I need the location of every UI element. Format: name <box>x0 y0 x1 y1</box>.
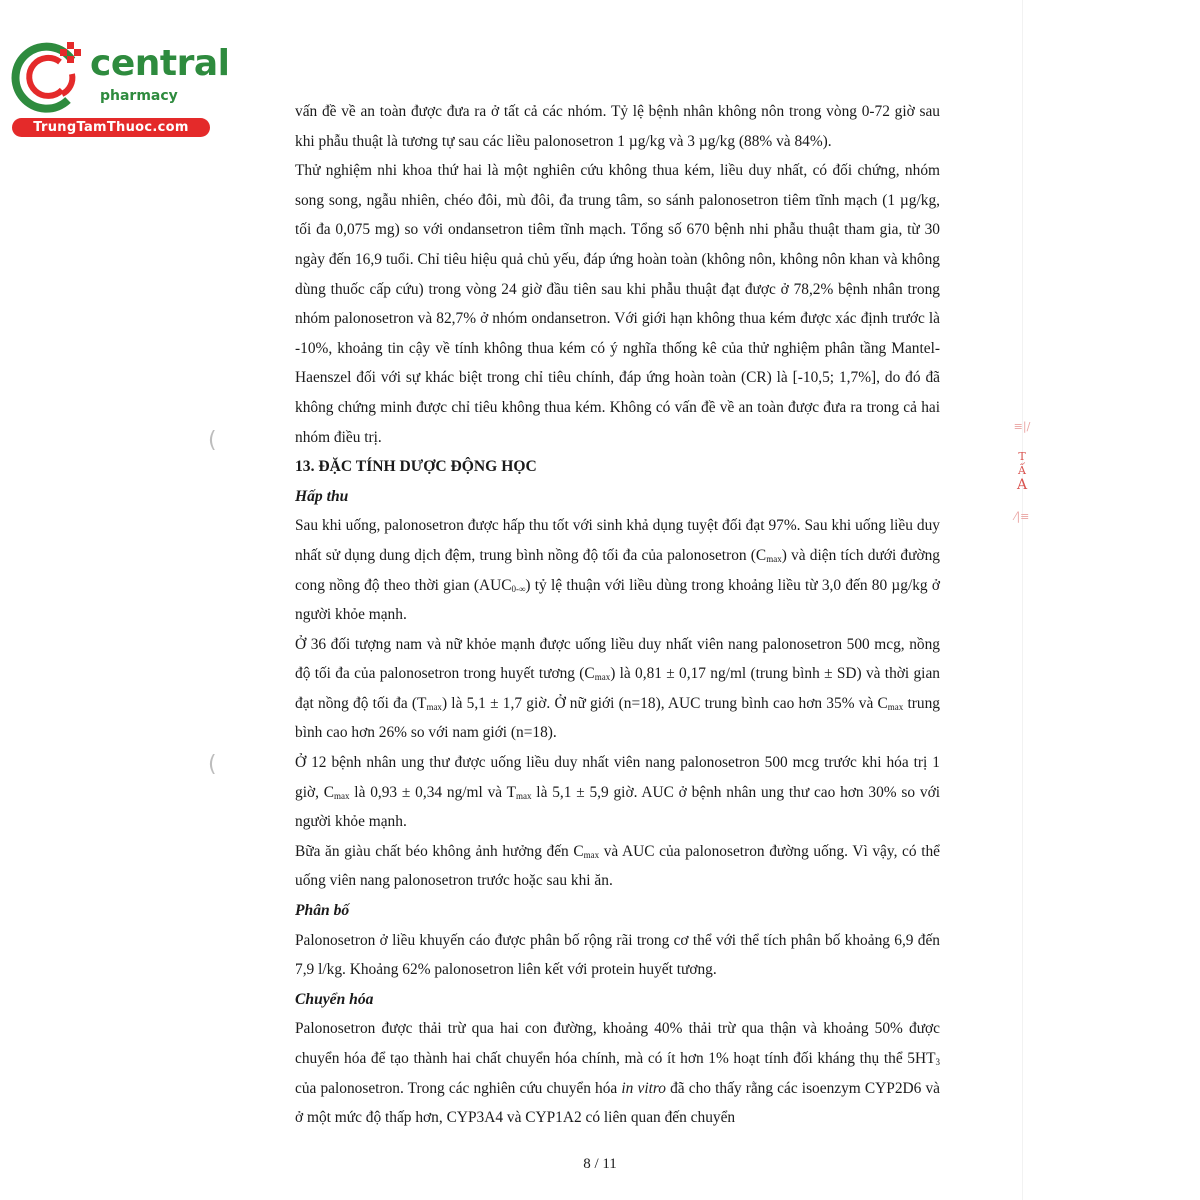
section-heading-pharmacokinetics: 13. ĐẶC TÍNH DƯỢC ĐỘNG HỌC <box>295 458 537 476</box>
central-pharmacy-logo[interactable] <box>10 38 230 138</box>
logo-url-badge[interactable]: TrungTamThuoc.com <box>12 118 210 137</box>
stamp-text: Ấ <box>1018 464 1026 477</box>
document-page <box>295 97 940 1133</box>
stamp-text: A <box>1016 477 1028 493</box>
paragraph-absorption-2: Ở 36 đối tượng nam và nữ khỏe mạnh được uống liều duy nhất viên nang palonosetron 500 mcg, nồng độ tối đa của palonosetron trong huyết tương $(C_{max})$ là 0,81 ± 0,17 ng/ml (trung bình ± SD) và thời gian đạt nồng độ tối đa $(T_{max})$ là 5,1 ± 1,7 giờ. Ở nữ giới (n=18), AUC trung bình cao hơn 35% và $C_{max}$ trung bình cao hơn 26% so với nam giới (n=18). <box>295 635 941 742</box>
stamp-text: ≡|/ <box>1013 420 1031 433</box>
pharmacy-cross-icon <box>10 38 90 114</box>
logo-subtitle: pharmacy <box>100 88 178 104</box>
paragraph-pediatric-trial: Thử nghiệm nhi khoa thứ hai là một nghiên cứu không thua kém, liều duy nhất, có đối chứng, nhóm song song, ngẫu nhiên, chéo đôi, mù đôi, đa trung tâm, so sánh palonosetron tiêm tĩnh mạch (1 µg/kg, tối đa 0,075 mg) so với ondansetron tiêm tĩnh mạch. Tổng số 670 bệnh nhi phẫu thuật tham gia, từ 30 ngày đến 16,9 tuổi. Chỉ tiêu hiệu quả chủ yếu, đáp ứng hoàn toàn (không nôn, không nôn khan và không dùng thuốc cấp cứu) trong vòng 24 giờ đầu tiên sau khi phẫu thuật đạt được ở 78,2% bệnh nhân trong nhóm palonosetron và 82,7% ở nhóm ondansetron. Với giới hạn không thua kém được xác định trước là -10%, khoảng tin cậy về tính không thua kém có ý nghĩa thống kê của thử nghiệm phân tầng Mantel-Haenszel đối với sự khác biệt trong chỉ tiêu chính, đáp ứng hoàn toàn (CR) là [-10,5; 1,7%], do đó đã không chứng minh được chỉ tiêu không thua kém. Không có vấn đề về an toàn được đưa ra trong cả hai nhóm điều trị. <box>295 162 940 446</box>
paragraph-metabolism: Palonosetron được thải trừ qua hai con đường, khoảng 40% thải trừ qua thận và khoảng 50% được chuyển hóa để tạo thành hai chất chuyển hóa chính, mà có ít hơn 1% hoạt tính đối kháng thụ thể $5HT_3$ của palonosetron. Trong các nghiên cứu chuyển hóa in vitro đã cho thấy rằng các isoenzym CYP2D6 và ở một mức độ thấp hơn, CYP3A4 và CYP1A2 có liên quan đến chuyển <box>295 1020 940 1127</box>
subheading-metabolism: Chuyển hóa <box>295 990 374 1008</box>
binding-hole-mark: ( <box>208 752 217 777</box>
paragraph-absorption-1: Sau khi uống, palonosetron được hấp thu tốt với sinh khả dụng tuyệt đối đạt 97%. Sau khi uống liều duy nhất sử dụng dung dịch đệm, trung bình nồng độ tối đa của palonosetron $(C_{max})$ và diện tích dưới đường cong nồng độ theo thời gian $(AUC_{0-\infty})$ tỷ lệ thuận với liều dùng trong khoảng liều từ 3,0 đến 80 µg/kg ở người khỏe mạnh. <box>295 517 940 624</box>
paragraph-safety-results: vấn đề về an toàn được đưa ra ở tất cả các nhóm. Tỷ lệ bệnh nhân không nôn trong vòng 0-72 giờ sau khi phẫu thuật là tương tự sau các liều palonosetron 1 µg/kg và 3 µg/kg (88% và 84%). <box>295 103 940 150</box>
page-number: 8 / 11 <box>583 1156 617 1172</box>
paragraph-distribution: Palonosetron ở liều khuyến cáo được phân bố rộng rãi trong cơ thể với thể tích phân bố khoảng 6,9 đến 7,9 l/kg. Khoảng 62% palonosetron liên kết với protein huyết tương. <box>295 931 940 979</box>
paragraph-absorption-3: Ở 12 bệnh nhân ung thư được uống liều duy nhất viên nang palonosetron 500 mcg trước khi hóa trị 1 giờ, $C_{max}$ là 0,93 ± 0,34 ng/ml và $T_{max}$ là 5,1 ± 5,9 giờ. AUC ở bệnh nhân ung thư cao hơn 30% so với người khỏe mạnh. <box>295 754 940 831</box>
binding-hole-mark: ( <box>208 428 217 453</box>
paragraph-absorption-4: Bữa ăn giàu chất béo không ảnh hưởng đến $C_{max}$ và AUC của palonosetron đường uống. Vì vậy, có thể uống viên nang palonosetron trước hoặc sau khi ăn. <box>295 842 940 890</box>
stamp-text: ⁄|≡ <box>1014 510 1030 523</box>
stamp-text: T <box>1018 450 1026 463</box>
subheading-absorption: Hấp thu <box>295 487 349 505</box>
red-stamp <box>1010 420 1034 524</box>
subheading-distribution: Phân bố <box>295 902 350 920</box>
scan-edge-line <box>1022 0 1023 1200</box>
logo-brand: central <box>90 43 230 84</box>
